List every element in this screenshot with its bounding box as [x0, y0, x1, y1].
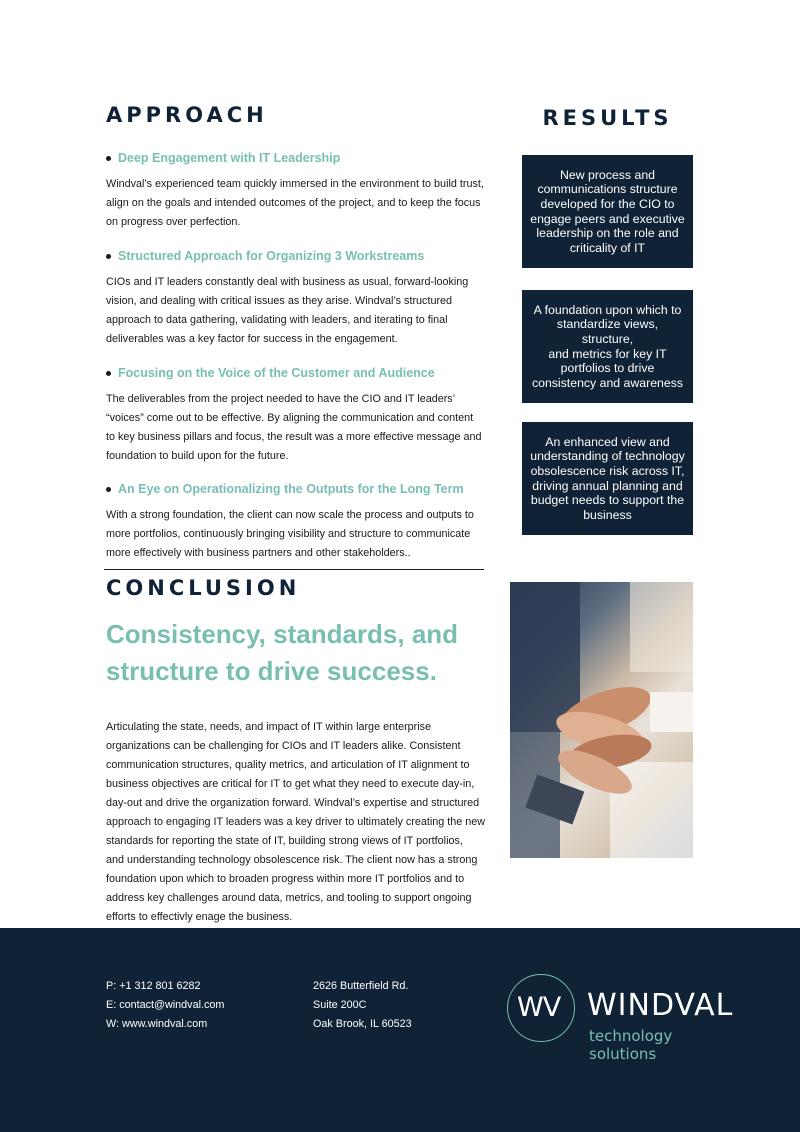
text-line: 2626 Butterfield Rd.	[313, 980, 409, 992]
approach-item-title	[106, 482, 464, 496]
text-line: to key business pillars and focus, the result was a more effective message and	[106, 431, 482, 443]
text-line: business	[583, 507, 632, 522]
approach-heading: APPROACH	[106, 103, 268, 127]
text-line: developed for the CIO to	[540, 196, 675, 211]
conclusion-body	[106, 718, 496, 927]
logo-brand-name: WINDVAL	[587, 988, 734, 1023]
text-line: organizations can be challenging for CIOs and IT leaders alike. Consistent	[106, 740, 461, 752]
text-line: Windval’s experienced team quickly immersed in the environment to build trust,	[106, 178, 484, 190]
email-link[interactable]: E: contact@windval.com	[106, 999, 225, 1011]
text-line: and understanding technology obsolescence risk. The client now has a strong	[106, 854, 478, 866]
hands-illustration	[510, 582, 693, 858]
text-line: driving annual planning and	[532, 478, 683, 493]
text-line: consistency and awareness	[531, 375, 684, 390]
text-line: “voices” come out to be effective. By aligning the communication and content	[106, 412, 474, 424]
approach-item-title-text: An Eye on Operationalizing the Outputs for the Long Term	[118, 482, 464, 496]
logo-tagline: technology solutions	[589, 1027, 673, 1063]
text-line: Oak Brook, IL 60523	[313, 1018, 412, 1030]
text-line: A foundation upon which to	[533, 302, 682, 317]
approach-item-title	[106, 366, 435, 380]
approach-item-title	[106, 151, 340, 165]
text-line: communications structure	[537, 182, 678, 197]
results-heading: RESULTS	[542, 106, 673, 130]
text-line: align on the goals and intended outcomes of the project, and to keep the focus	[106, 197, 481, 209]
approach-item-body	[106, 506, 496, 563]
result-box	[522, 155, 693, 268]
text-line: foundation upon which to broaden progress within more IT portfolios and to	[106, 873, 465, 885]
text-line: New process and	[559, 167, 655, 182]
text-line: address key challenges around data, metrics, and tooling to support ongoing	[106, 892, 472, 904]
result-box	[522, 422, 693, 535]
section-divider	[104, 569, 484, 570]
approach-item-body	[106, 390, 496, 466]
text-line: vision, and dealing with critical issues as they arise. Windval’s structured	[106, 295, 453, 307]
footer-contact	[106, 977, 224, 1034]
text-line: communication structures, quality metrics, and articulation of IT alignment to	[106, 759, 470, 771]
teamwork-hands-photo	[510, 582, 693, 858]
footer-address	[313, 977, 412, 1034]
text-line: more effectively with business partners and other stakeholders..	[106, 547, 411, 559]
logo-monogram: WV	[517, 992, 561, 1023]
text-line: structure to drive success.	[106, 656, 437, 686]
text-line: on progress over perfection.	[106, 216, 241, 228]
approach-item-body	[106, 175, 496, 232]
text-line: business objectives are critical for IT to get what they need to execute day-in,	[106, 778, 475, 790]
approach-item-title-text: Structured Approach for Organizing 3 Workstreams	[118, 249, 425, 263]
approach-item-title-text: Deep Engagement with IT Leadership	[118, 151, 341, 165]
text-line: foundation to build upon for the future.	[106, 450, 289, 462]
text-line: approach to data gathering, validating with leaders, and iterating to final	[106, 314, 448, 326]
bullet-icon	[106, 254, 111, 259]
text-line: Articulating the state, needs, and impact of IT within large enterprise	[106, 721, 432, 733]
text-line: understanding of technology	[530, 449, 685, 464]
text-line: more portfolios, continuously bringing visibility and structure to communicate	[106, 528, 471, 540]
website-link[interactable]: W: www.windval.com	[106, 1018, 208, 1030]
bullet-icon	[106, 156, 111, 161]
text-line: leadership on the role and	[536, 226, 679, 241]
conclusion-heading: CONCLUSION	[106, 576, 301, 600]
text-line: With a strong foundation, the client can now scale the process and outputs to	[106, 509, 474, 521]
text-line: day-out and drive the organization forward. Windval’s expertise and structured	[106, 797, 480, 809]
approach-item-body	[106, 273, 496, 349]
text-line: Consistency, standards, and	[106, 619, 459, 649]
text-line: engage peers and executive	[530, 211, 685, 226]
windval-logo	[507, 974, 737, 1063]
approach-item-title	[106, 249, 424, 263]
text-line: standardize views, structure,	[556, 317, 659, 346]
bullet-icon	[106, 487, 111, 492]
bullet-icon	[106, 371, 111, 376]
result-box	[522, 290, 693, 403]
text-line: approach to engaging IT leaders was a key driver to ultimately creating the new	[106, 816, 486, 828]
text-line: efforts to effectivly enage the business.	[106, 911, 293, 923]
text-line: and metrics for key IT	[548, 346, 667, 361]
text-line: criticality of IT	[569, 240, 646, 255]
text-line: CIOs and IT leaders constantly deal with business as usual, forward-looking	[106, 276, 469, 288]
text-line: budget needs to support the	[530, 493, 685, 508]
text-line: portfolios to drive	[560, 361, 655, 376]
phone-link[interactable]: P: +1 312 801 6282	[106, 980, 201, 992]
text-line: obsolescence risk across IT,	[530, 463, 685, 478]
approach-item-title-text: Focusing on the Voice of the Customer and Audience	[118, 366, 435, 380]
text-line: An enhanced view and	[545, 434, 670, 449]
text-line: Suite 200C	[313, 999, 367, 1011]
conclusion-tagline	[106, 616, 506, 690]
text-line: deliverables was a key factor for success in the engagement.	[106, 333, 398, 345]
text-line: standards for reporting the state of IT, building strong views of IT portfolios,	[106, 835, 463, 847]
text-line: The deliverables from the project needed to have the CIO and IT leaders’	[106, 393, 456, 405]
